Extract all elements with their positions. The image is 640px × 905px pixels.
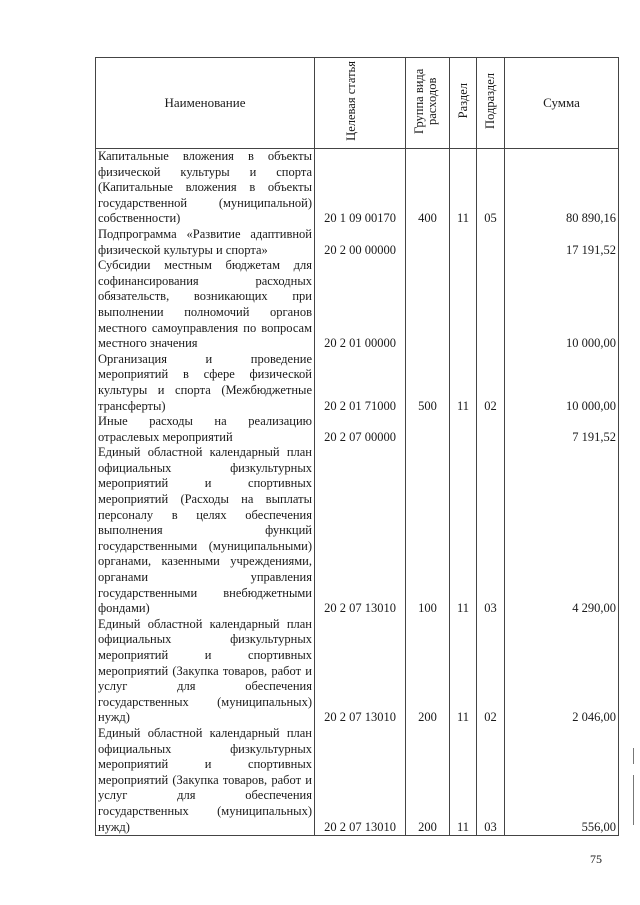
scan-edge-mark bbox=[633, 748, 634, 764]
row-name: Подпрограмма «Развитие адаптивной физической культуры и спорта» bbox=[96, 227, 315, 258]
row-sum: 2 046,00 bbox=[505, 617, 619, 726]
table-row bbox=[96, 149, 619, 227]
row-target: 20 2 01 71000 bbox=[315, 352, 406, 414]
row-subsection bbox=[477, 258, 505, 352]
row-section bbox=[450, 414, 477, 445]
row-group bbox=[406, 258, 450, 352]
row-group: 200 bbox=[406, 726, 450, 836]
header-section-label: Раздел bbox=[455, 83, 470, 119]
row-sum: 7 191,52 bbox=[505, 414, 619, 445]
row-target: 20 2 07 13010 bbox=[315, 726, 406, 836]
row-name: Единый областной календарный план официальных физкультурных мероприятий и спортивных мероприятий (Расходы на выплаты персоналу в целях обеспечения выполнения функций государственными (муниципальными) органами, казенными учреждениями, органами управления государственными внебюджетными фондами) bbox=[96, 445, 315, 617]
header-subsection-label: Подраздел bbox=[483, 73, 497, 129]
scan-edge-mark bbox=[633, 775, 634, 825]
table-row bbox=[96, 258, 619, 352]
table-row bbox=[96, 617, 619, 726]
row-subsection: 03 bbox=[477, 445, 505, 617]
table-row bbox=[96, 726, 619, 836]
row-subsection: 02 bbox=[477, 617, 505, 726]
row-group: 400 bbox=[406, 149, 450, 227]
row-group bbox=[406, 227, 450, 258]
header-target bbox=[315, 58, 406, 149]
row-group bbox=[406, 414, 450, 445]
row-name: Организация и проведение мероприятий в сфере физической культуры и спорта (Межбюджетные трансферты) bbox=[96, 352, 315, 414]
row-sum: 10 000,00 bbox=[505, 258, 619, 352]
row-target: 20 2 01 00000 bbox=[315, 258, 406, 352]
table-row bbox=[96, 352, 619, 414]
row-subsection: 02 bbox=[477, 352, 505, 414]
header-sum bbox=[505, 58, 619, 149]
row-target: 20 1 09 00170 bbox=[315, 149, 406, 227]
row-subsection bbox=[477, 414, 505, 445]
row-name: Капитальные вложения в объекты физической культуры и спорта (Капитальные вложения в объекты государственной (муниципальной) собственности) bbox=[96, 149, 315, 227]
page-number: 75 bbox=[590, 852, 602, 866]
header-group bbox=[406, 58, 450, 149]
row-target: 20 2 07 13010 bbox=[315, 617, 406, 726]
row-subsection: 05 bbox=[477, 149, 505, 227]
row-group: 100 bbox=[406, 445, 450, 617]
header-subsection bbox=[477, 58, 505, 149]
row-section bbox=[450, 227, 477, 258]
row-sum: 80 890,16 bbox=[505, 149, 619, 227]
row-name: Единый областной календарный план официальных физкультурных мероприятий и спортивных мероприятий (Закупка товаров, работ и услуг для обеспечения государственных (муниципальных) нужд) bbox=[96, 726, 315, 836]
row-name: Иные расходы на реализацию отраслевых мероприятий bbox=[96, 414, 315, 445]
header-group-label: Группа вида расходов bbox=[411, 68, 439, 134]
header-sum-label: Сумма bbox=[543, 95, 580, 110]
row-section: 11 bbox=[450, 445, 477, 617]
row-section: 11 bbox=[450, 726, 477, 836]
row-subsection: 03 bbox=[477, 726, 505, 836]
table-row bbox=[96, 445, 619, 617]
header-section bbox=[450, 58, 477, 149]
row-target: 20 2 07 13010 bbox=[315, 445, 406, 617]
row-sum: 4 290,00 bbox=[505, 445, 619, 617]
row-sum: 17 191,52 bbox=[505, 227, 619, 258]
row-target: 20 2 00 00000 bbox=[315, 227, 406, 258]
header-name-label: Наименование bbox=[164, 95, 246, 110]
row-section: 11 bbox=[450, 617, 477, 726]
row-name: Субсидии местным бюджетам для софинансирования расходных обязательств, возникающих при выполнении полномочий органов местного самоуправления по вопросам местного значения bbox=[96, 258, 315, 352]
row-subsection bbox=[477, 227, 505, 258]
budget-table bbox=[95, 57, 619, 836]
table-row bbox=[96, 227, 619, 258]
row-name: Единый областной календарный план официальных физкультурных мероприятий и спортивных мероприятий (Закупка товаров, работ и услуг для обеспечения государственных (муниципальных) нужд) bbox=[96, 617, 315, 726]
row-target: 20 2 07 00000 bbox=[315, 414, 406, 445]
row-sum: 10 000,00 bbox=[505, 352, 619, 414]
row-sum: 556,00 bbox=[505, 726, 619, 836]
row-section: 11 bbox=[450, 149, 477, 227]
header-target-label: Целевая статья bbox=[344, 61, 358, 141]
row-group: 500 bbox=[406, 352, 450, 414]
row-section bbox=[450, 258, 477, 352]
table-header-row bbox=[96, 58, 619, 149]
row-section: 11 bbox=[450, 352, 477, 414]
header-name bbox=[96, 58, 315, 149]
row-group: 200 bbox=[406, 617, 450, 726]
table-row bbox=[96, 414, 619, 445]
